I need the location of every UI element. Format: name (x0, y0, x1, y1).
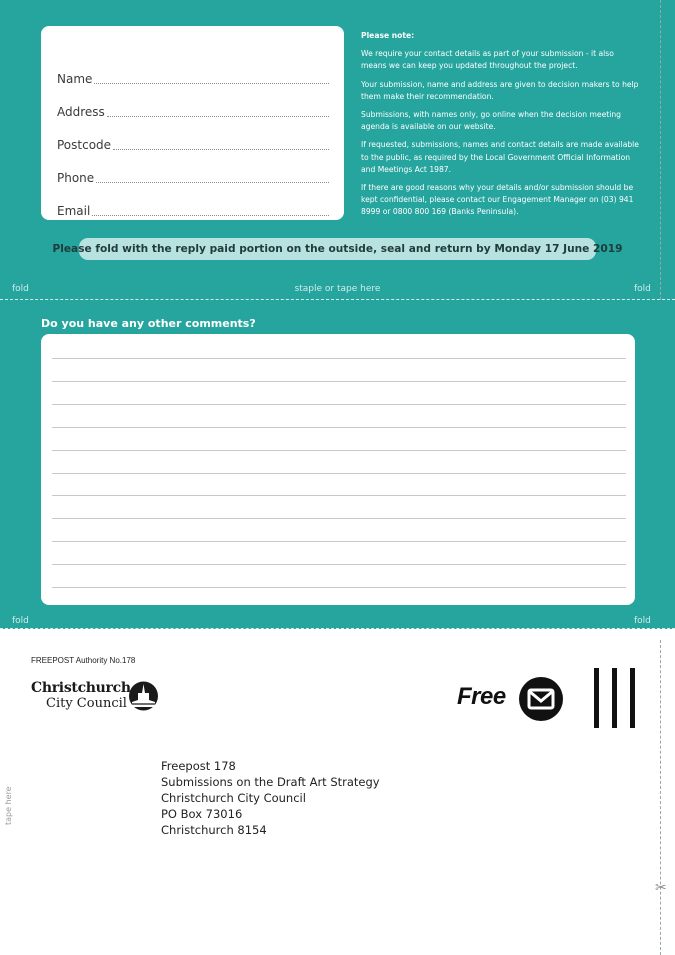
fold-label-right-2: fold (634, 616, 651, 626)
fold-label-left: fold (12, 284, 29, 294)
fold-instructions-banner: Please fold with the reply paid portion on the outside, seal and return by Monday 17 June 2019 (79, 238, 596, 260)
address-label: Address (57, 105, 105, 119)
address-line: Submissions on the Draft Art Strategy (161, 775, 380, 789)
address-field[interactable] (57, 103, 329, 119)
postal-bars-icon (593, 668, 637, 728)
comments-area[interactable] (41, 334, 635, 605)
name-label: Name (57, 72, 93, 86)
comments-title: Do you have any other comments? (41, 317, 256, 330)
email-label: Email (57, 204, 91, 218)
comment-line (52, 473, 626, 474)
scissors-icon: ✂ (655, 880, 667, 896)
fold-line-bottom (0, 628, 675, 629)
email-field[interactable] (57, 202, 329, 218)
comment-line (52, 518, 626, 519)
fold-label-right: fold (634, 284, 651, 294)
comment-line (52, 404, 626, 405)
address-line: Freepost 178 (161, 759, 236, 773)
phone-field[interactable] (57, 169, 329, 185)
note-item: Your submission, name and address are given to decision makers to help them make their recommendation. (361, 79, 639, 101)
note-item: If requested, submissions, names and contact details are made available to the public, as required by the Local Government Official Information and Meetings Act 1987. (361, 140, 639, 174)
return-address (161, 758, 380, 838)
staple-label: staple or tape here (294, 284, 381, 294)
comment-line (52, 564, 626, 565)
comment-line (52, 541, 626, 542)
comment-line (52, 587, 626, 588)
note-item: We require your contact details as part of your submission - it also means we can keep you updated throughout the project. (361, 49, 614, 71)
name-field[interactable] (57, 70, 329, 86)
comment-line (52, 358, 626, 359)
comment-line (52, 495, 626, 496)
comment-line (52, 427, 626, 428)
address-line: Christchurch City Council (161, 791, 306, 805)
comment-line (52, 450, 626, 451)
cathedral-logo-icon (128, 681, 159, 711)
tape-here-label: tape here (4, 786, 13, 825)
note-item: If there are good reasons why your details and/or submission should be kept confidential, please contact our Engagement Manager on (03) 941 8999 or 0800 800 169 (Banks Peninsula). (361, 183, 634, 217)
comment-line (52, 381, 626, 382)
envelope-icon (517, 675, 565, 723)
phone-label: Phone (57, 171, 95, 185)
cut-line-top (660, 0, 661, 300)
fold-label-left-2: fold (12, 616, 29, 626)
please-note-section (361, 30, 639, 225)
free-label: Free (457, 683, 506, 710)
address-line: PO Box 73016 (161, 807, 243, 821)
notes-title: Please note: (361, 31, 415, 40)
fold-line-top (0, 299, 675, 300)
note-item: Submissions, with names only, go online when the decision meeting agenda is available on our website. (361, 110, 621, 132)
logo-line-2: City Council (46, 696, 127, 711)
freepost-authority: FREEPOST Authority No.178 (31, 656, 136, 665)
cut-line-bottom (660, 640, 661, 955)
contact-details-box (41, 26, 344, 220)
address-line: Christchurch 8154 (161, 823, 267, 837)
postcode-field[interactable] (57, 136, 329, 152)
logo-line-1: Christchurch (31, 680, 131, 696)
postcode-label: Postcode (57, 138, 112, 152)
council-logo-text (31, 681, 131, 711)
